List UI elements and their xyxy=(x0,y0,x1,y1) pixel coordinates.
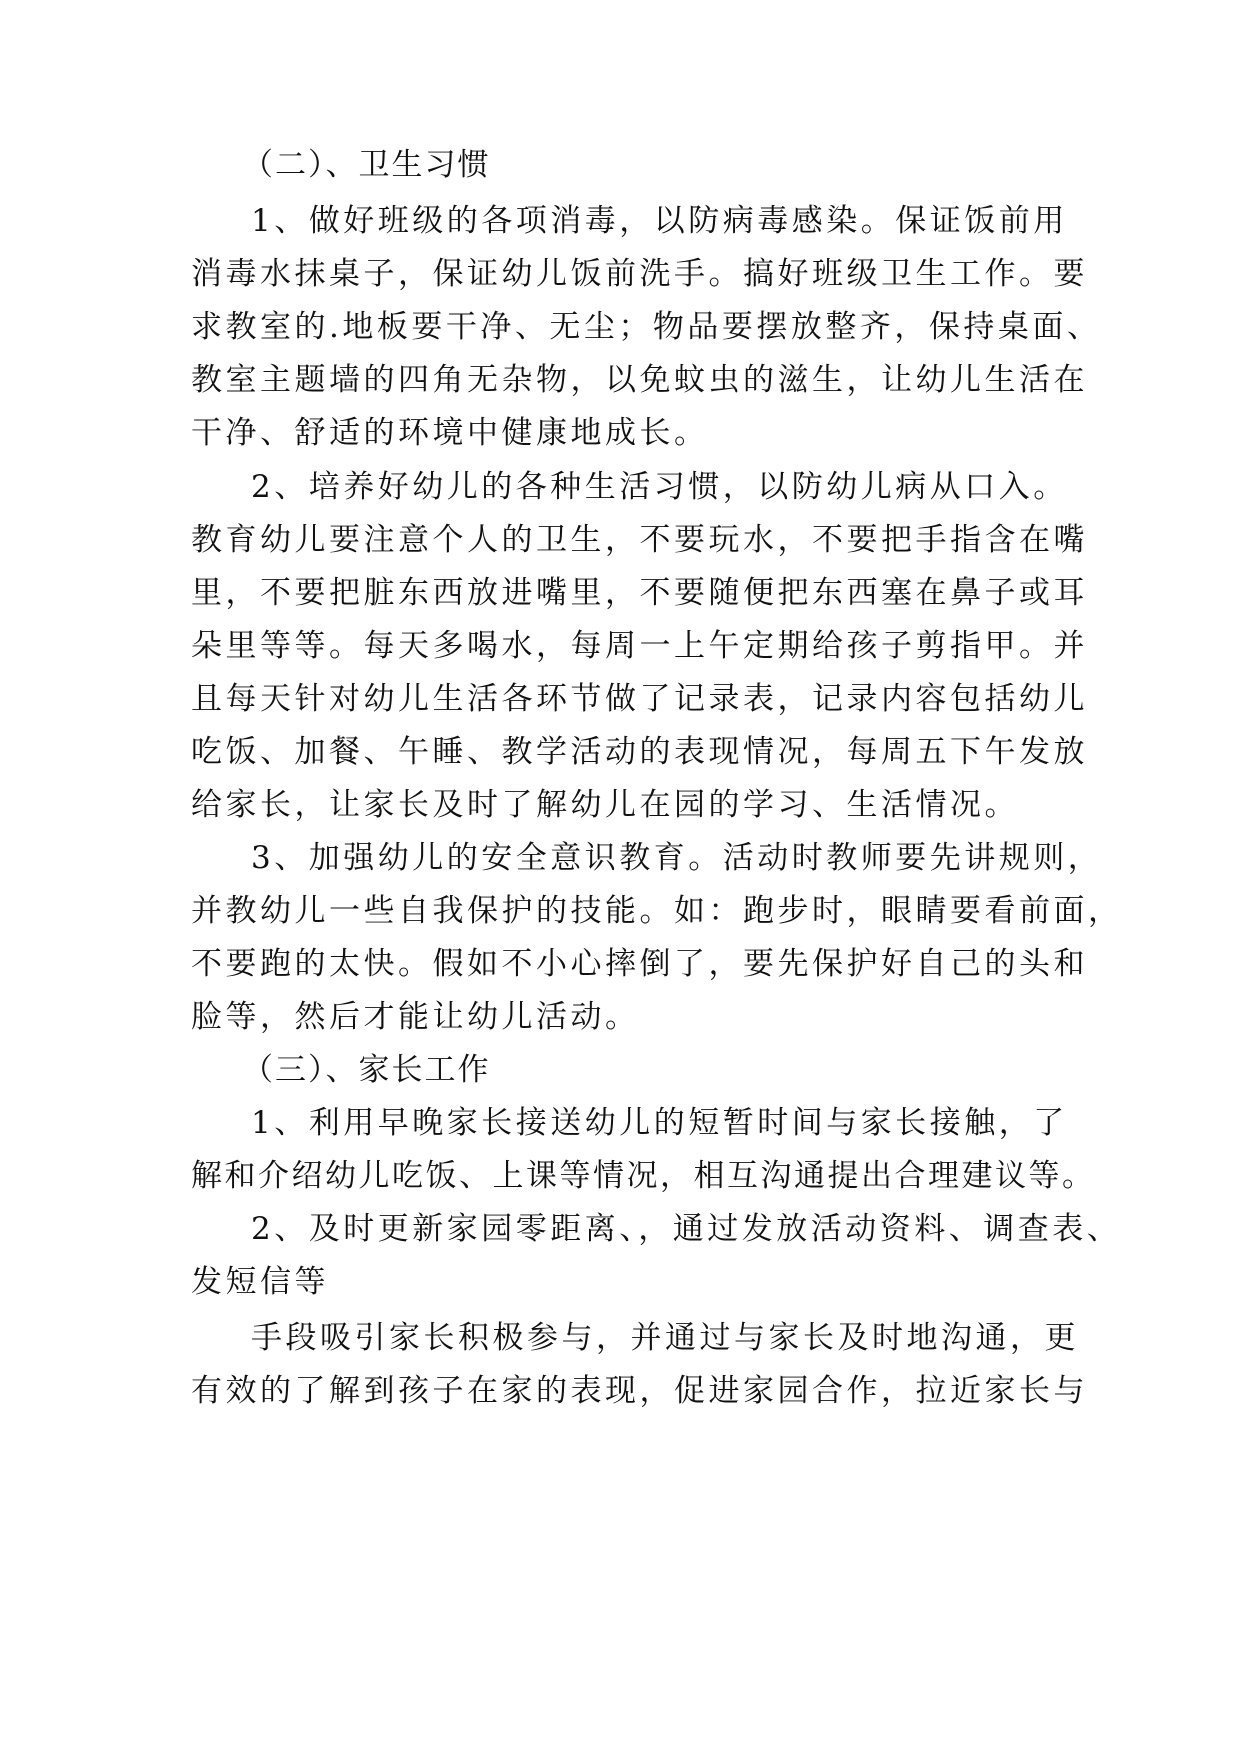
paragraph-line: 解和介绍幼儿吃饭、上课等情况，相互沟通提出合理建议等。 xyxy=(191,1158,1096,1194)
paragraph-line: 脸等，然后才能让幼儿活动。 xyxy=(191,999,640,1035)
paragraph-line: 吃饭、加餐、午睡、教学活动的表现情况，每周五下午发放 xyxy=(191,734,1088,770)
paragraph-line: 1、利用早晚家长接送幼儿的短暂时间与家长接触，了 xyxy=(251,1105,1068,1141)
paragraph-line: 教室主题墙的四角无杂物，以免蚊虫的滋生，让幼儿生活在 xyxy=(191,362,1088,398)
paragraph-line: 发短信等 xyxy=(191,1264,329,1300)
paragraph-line: 里，不要把脏东西放进嘴里，不要随便把东西塞在鼻子或耳 xyxy=(191,575,1088,611)
paragraph-line: 干净、舒适的环境中健康地成长。 xyxy=(191,415,709,451)
paragraph-line: 求教室的.地板要干净、无尘；物品要摆放整齐，保持桌面、 xyxy=(191,309,1102,345)
paragraph-line: 且每天针对幼儿生活各环节做了记录表，记录内容包括幼儿 xyxy=(191,681,1088,717)
paragraph-line: 朵里等等。每天多喝水，每周一上午定期给孩子剪指甲。并 xyxy=(191,628,1088,664)
paragraph-line: 给家长，让家长及时了解幼儿在园的学习、生活情况。 xyxy=(191,787,1019,823)
paragraph-line: 手段吸引家长积极参与，并通过与家长及时地沟通，更 xyxy=(251,1320,1079,1356)
paragraph-line: 3、加强幼儿的安全意识教育。活动时教师要先讲规则， xyxy=(251,840,1103,876)
section-heading-parents: （三）、家长工作 xyxy=(242,1052,491,1088)
paragraph-line: 2、及时更新家园零距离、，通过发放活动资料、调查表、 xyxy=(251,1211,1122,1247)
paragraph-line: 并教幼儿一些自我保护的技能。如：跑步时，眼睛要看前面， xyxy=(191,893,1123,929)
section-heading-hygiene: （二）、卫生习惯 xyxy=(242,147,491,183)
paragraph-line: 2、培养好幼儿的各种生活习惯，以防幼儿病从口入。 xyxy=(251,469,1068,505)
paragraph-line: 1、做好班级的各项消毒，以防病毒感染。保证饭前用 xyxy=(251,203,1068,239)
paragraph-line: 不要跑的太快。假如不小心摔倒了，要先保护好自己的头和 xyxy=(191,946,1088,982)
paragraph-line: 教育幼儿要注意个人的卫生，不要玩水，不要把手指含在嘴 xyxy=(191,522,1088,558)
paragraph-line: 有效的了解到孩子在家的表现，促进家园合作，拉近家长与 xyxy=(191,1373,1088,1409)
paragraph-line: 消毒水抹桌子，保证幼儿饭前洗手。搞好班级卫生工作。要 xyxy=(191,256,1088,292)
